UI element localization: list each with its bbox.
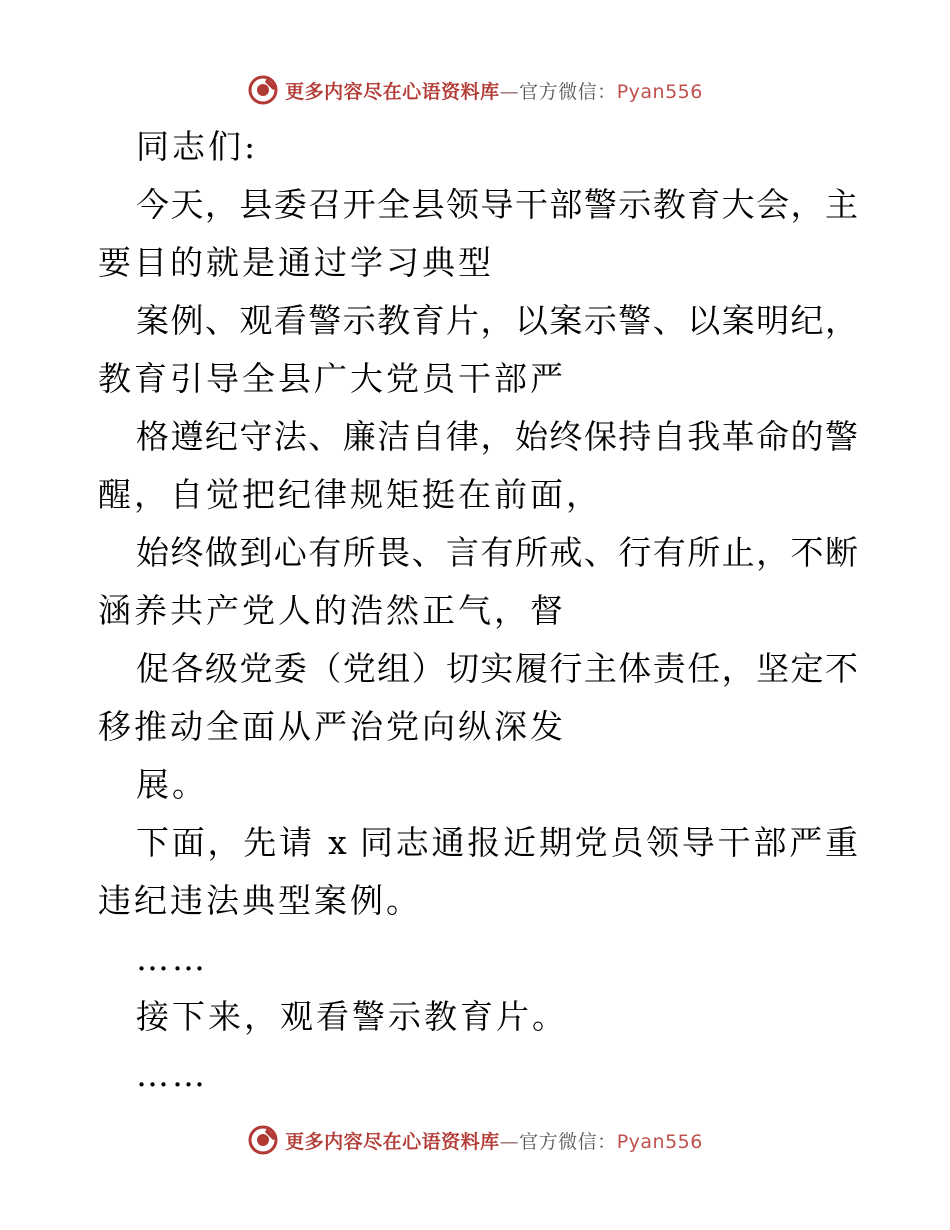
paragraph-line: 今天，县委召开全县领导干部警示教育大会，主 [136, 185, 858, 224]
header-banner [0, 70, 950, 110]
paragraph-line: 展。 [136, 765, 208, 804]
paragraph-line: 始终做到心有所畏、言有所戒、行有所止，不断 [136, 533, 858, 572]
paragraph-line: 格遵纪守法、廉洁自律，始终保持自我革命的警 [136, 417, 858, 456]
paragraph-line: 涵养共产党人的浩然正气，督 [98, 591, 566, 630]
brand-logo-icon [247, 1124, 279, 1156]
paragraph-line: 违纪违法典型案例。 [98, 881, 422, 920]
document-body [98, 118, 858, 1104]
paragraph-line: 教育引导全县广大党员干部严 [98, 359, 566, 398]
paragraph-line: 要目的就是通过学习典型 [98, 243, 494, 282]
footer-banner [0, 1120, 950, 1160]
ellipsis-line: …… [136, 1055, 208, 1094]
paragraph-line: 促各级党委（党组）切实履行主体责任，坚定不 [136, 649, 858, 688]
paragraph-line: 案例、观看警示教育片，以案示警、以案明纪， [136, 301, 858, 340]
paragraph-line: 下面，先请 x 同志通报近期党员领导干部严重 [136, 823, 858, 862]
brand-logo-icon [247, 74, 279, 106]
paragraph-line: 移推动全面从严治党向纵深发 [98, 707, 566, 746]
paragraph-line: 醒，自觉把纪律规矩挺在前面， [98, 475, 602, 514]
paragraph-line: 接下来，观看警示教育片。 [136, 997, 568, 1036]
footer-banner-text: 更多内容尽在心语资料库—官方微信：Pyan556 [285, 1130, 703, 1153]
header-banner-text: 更多内容尽在心语资料库—官方微信：Pyan556 [285, 80, 703, 103]
ellipsis-line: …… [136, 939, 208, 978]
salutation: 同志们: [136, 127, 259, 166]
